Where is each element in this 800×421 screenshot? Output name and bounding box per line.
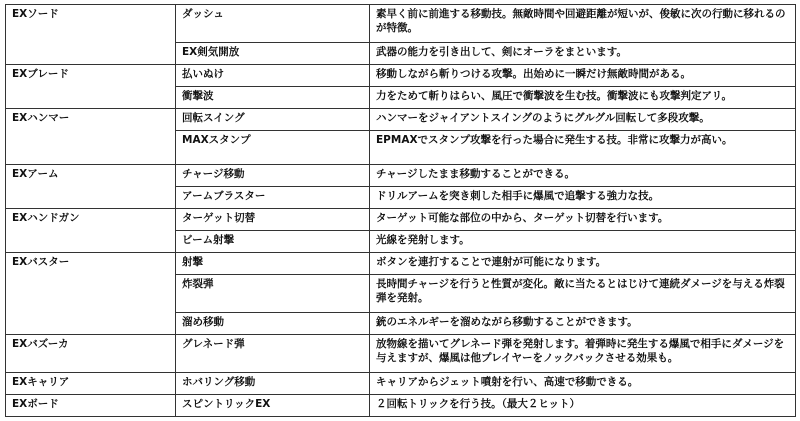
table-row bbox=[6, 208, 796, 230]
category-cell: EXソード bbox=[6, 5, 176, 65]
move-name-cell: 炸裂弾 bbox=[176, 274, 370, 312]
move-description-cell: 光線を発射します。 bbox=[370, 230, 796, 252]
skill-table-body bbox=[6, 5, 796, 417]
move-name-cell: チャージ移動 bbox=[176, 164, 370, 186]
table-row bbox=[6, 394, 796, 416]
move-description-cell: キャリアからジェット噴射を行い、高速で移動できる。 bbox=[370, 372, 796, 394]
skill-table bbox=[5, 4, 796, 417]
category-cell: EXボード bbox=[6, 394, 176, 416]
table-row bbox=[6, 109, 796, 131]
move-name-cell: 払いぬけ bbox=[176, 65, 370, 87]
move-name-cell: 射撃 bbox=[176, 252, 370, 274]
move-name-cell: ダッシュ bbox=[176, 5, 370, 43]
move-description-cell: ボタンを連打することで連射が可能になります。 bbox=[370, 252, 796, 274]
move-name-cell: MAXスタンプ bbox=[176, 131, 370, 165]
move-description-cell: 武器の能力を引き出して、剣にオーラをまといます。 bbox=[370, 43, 796, 65]
move-name-cell: スピントリックEX bbox=[176, 394, 370, 416]
move-description-cell: チャージしたまま移動することができる。 bbox=[370, 164, 796, 186]
category-cell: EXハンドガン bbox=[6, 208, 176, 252]
move-description-cell: 長時間チャージを行うと性質が変化。敵に当たるとはじけて連続ダメージを与える炸裂弾を発射。 bbox=[370, 274, 796, 312]
category-cell: EXアーム bbox=[6, 164, 176, 208]
move-name-cell: 回転スイング bbox=[176, 109, 370, 131]
table-row bbox=[6, 164, 796, 186]
move-description-cell: 移動しながら斬りつける攻撃。出始めに一瞬だけ無敵時間がある。 bbox=[370, 65, 796, 87]
table-row bbox=[6, 372, 796, 394]
move-name-cell: 溜め移動 bbox=[176, 312, 370, 334]
move-name-cell: ターゲット切替 bbox=[176, 208, 370, 230]
table-row bbox=[6, 252, 796, 274]
table-row bbox=[6, 334, 796, 372]
move-description-cell: EPMAXでスタンプ攻撃を行った場合に発生する技。非常に攻撃力が高い。 bbox=[370, 131, 796, 165]
move-name-cell: 衝撃波 bbox=[176, 87, 370, 109]
category-cell: EXバスター bbox=[6, 252, 176, 334]
move-description-cell: ハンマーをジャイアントスイングのようにグルグル回転して多段攻撃。 bbox=[370, 109, 796, 131]
move-name-cell: ホバリング移動 bbox=[176, 372, 370, 394]
move-description-cell: ドリルアームを突き刺した相手に爆風で追撃する強力な技。 bbox=[370, 186, 796, 208]
category-cell: EXハンマー bbox=[6, 109, 176, 165]
table-row bbox=[6, 65, 796, 87]
move-name-cell: グレネード弾 bbox=[176, 334, 370, 372]
move-description-cell: 力をためて斬りはらい、風圧で衝撃波を生む技。衝撃波にも攻撃判定アリ。 bbox=[370, 87, 796, 109]
category-cell: EXブレード bbox=[6, 65, 176, 109]
move-description-cell: 銃のエネルギーを溜めながら移動することができます。 bbox=[370, 312, 796, 334]
move-description-cell: ２回転トリックを行う技。（最大２ヒット） bbox=[370, 394, 796, 416]
move-name-cell: アームブラスター bbox=[176, 186, 370, 208]
table-row bbox=[6, 5, 796, 43]
move-name-cell: EX剣気開放 bbox=[176, 43, 370, 65]
move-description-cell: ターゲット可能な部位の中から、ターゲット切替を行います。 bbox=[370, 208, 796, 230]
category-cell: EXキャリア bbox=[6, 372, 176, 394]
move-description-cell: 放物線を描いてグレネード弾を発射します。着弾時に発生する爆風で相手にダメージを与えますが、爆風は他プレイヤーをノックバックさせる効果も。 bbox=[370, 334, 796, 372]
move-description-cell: 素早く前に前進する移動技。無敵時間や回避距離が短いが、俊敏に次の行動に移れるのが特徴。 bbox=[370, 5, 796, 43]
category-cell: EXバズーカ bbox=[6, 334, 176, 372]
move-name-cell: ビーム射撃 bbox=[176, 230, 370, 252]
